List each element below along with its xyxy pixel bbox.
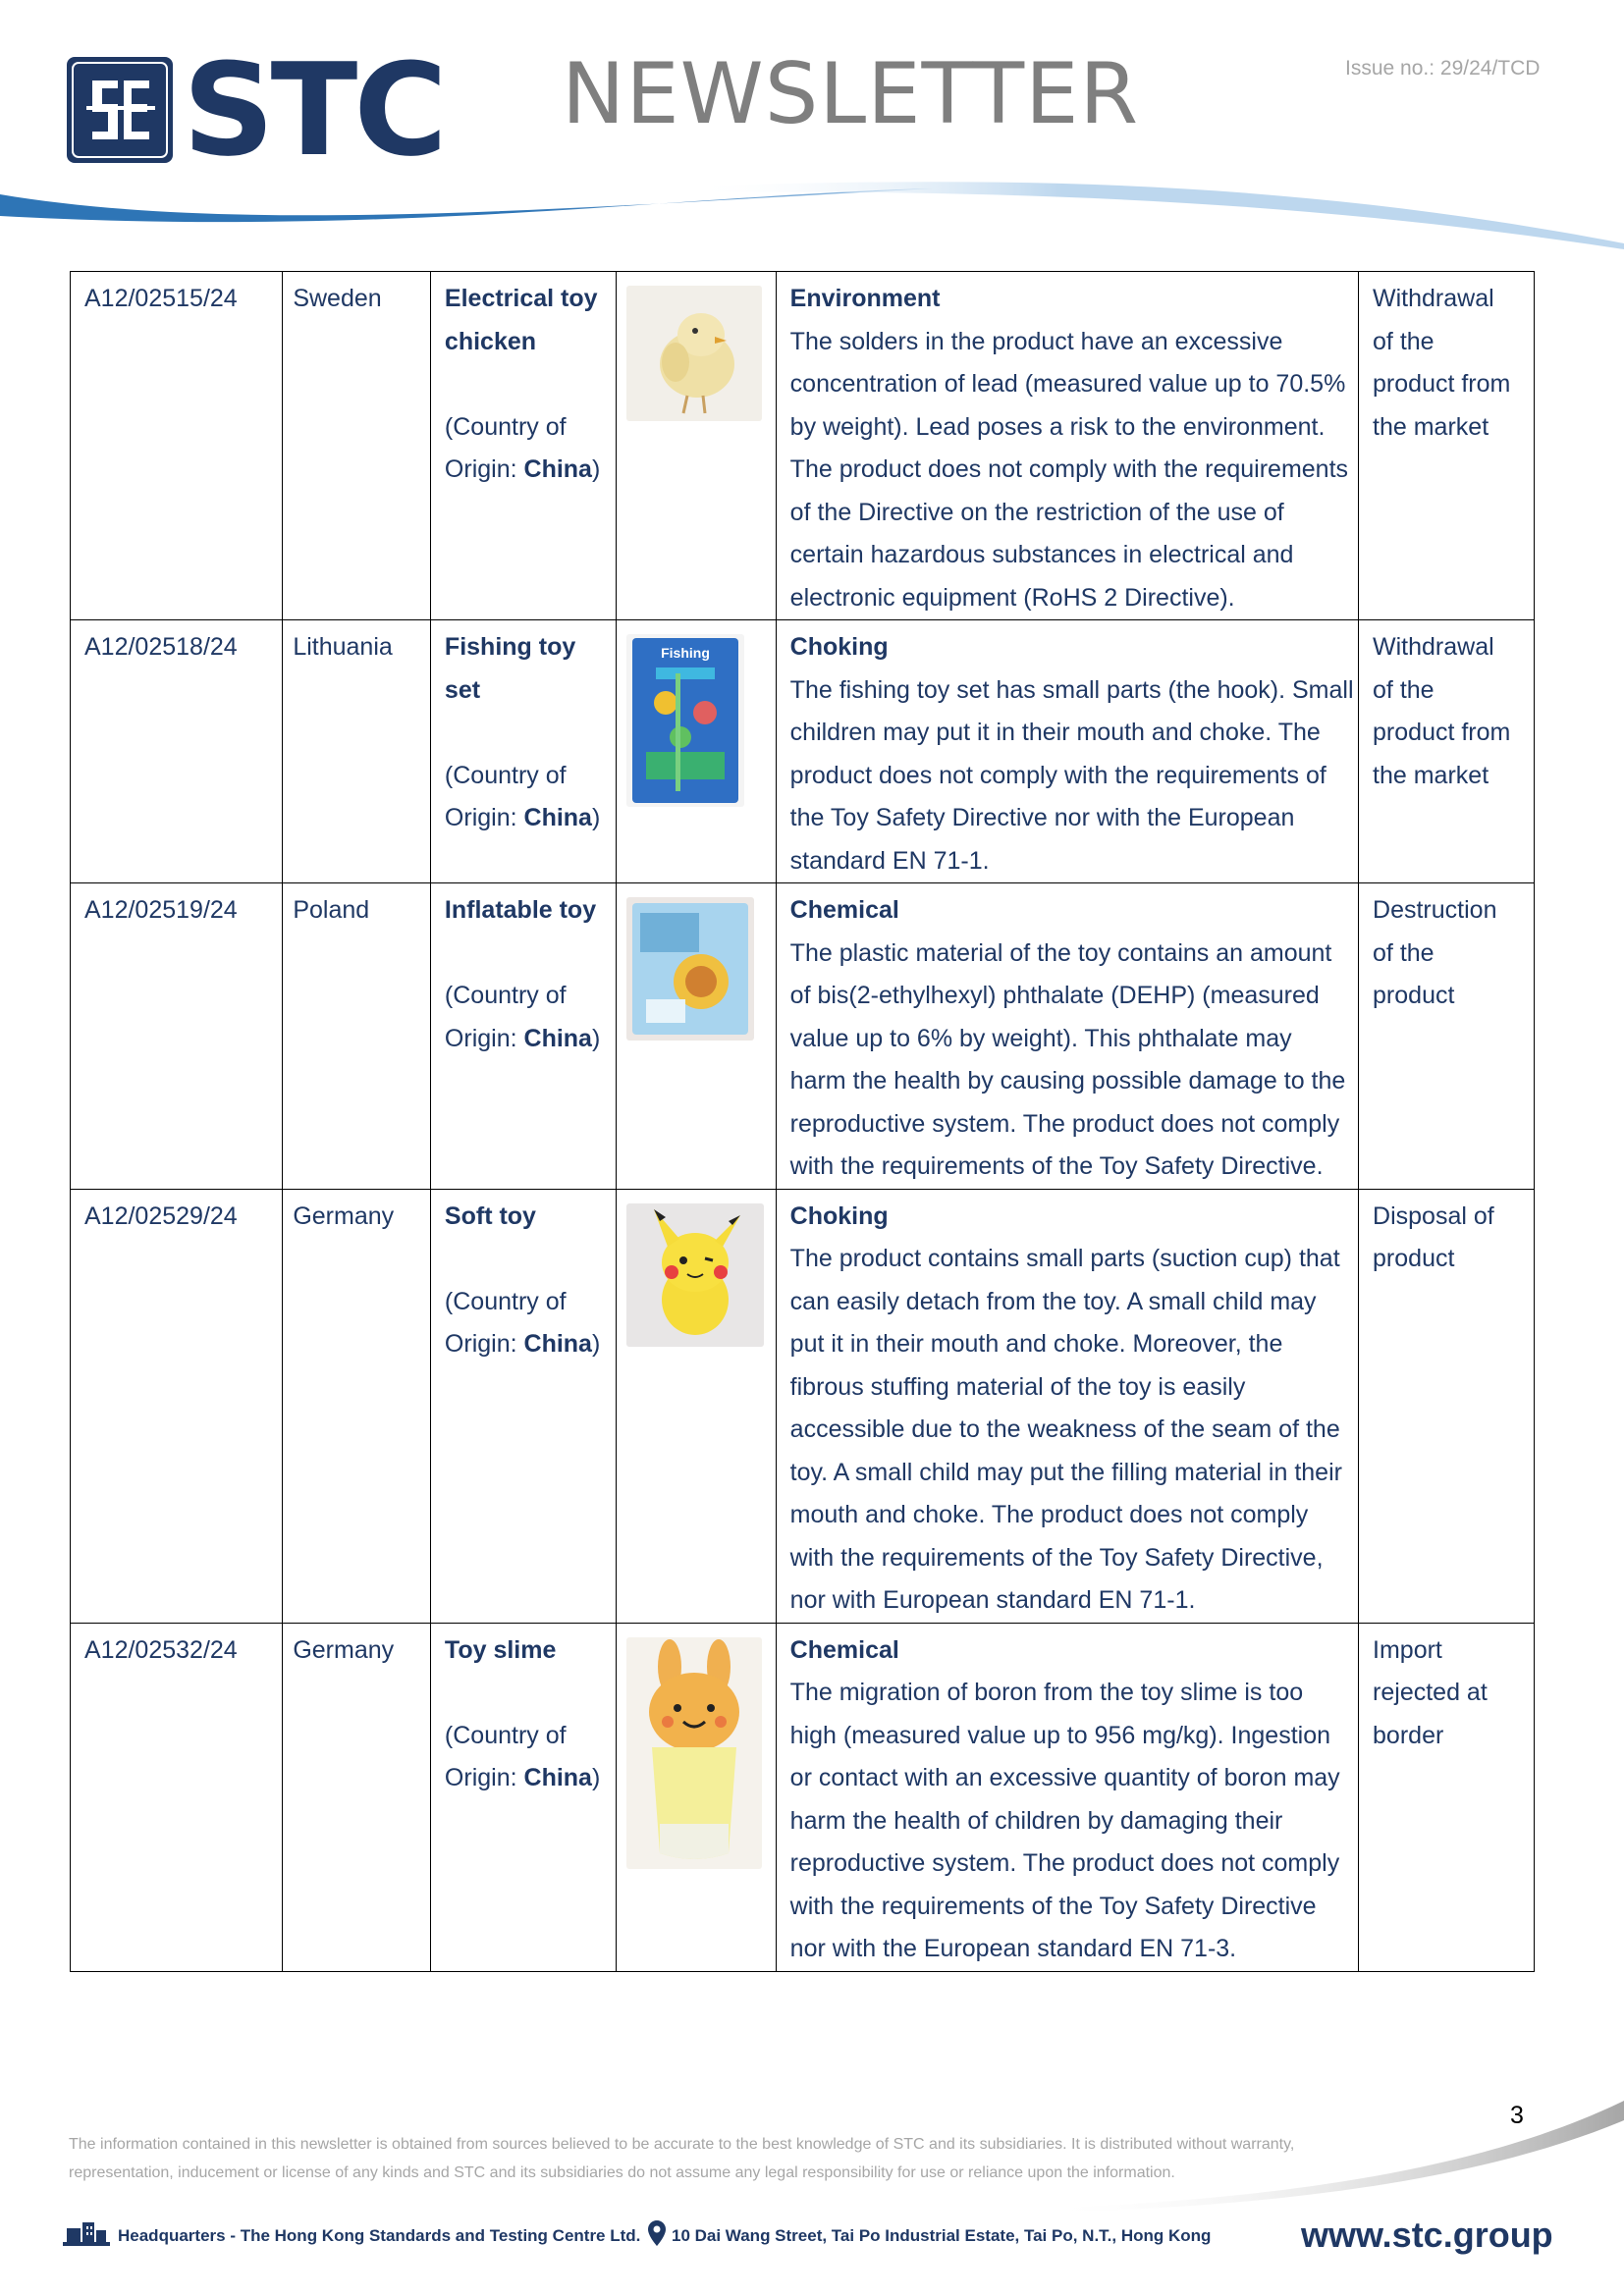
origin-suffix: ) bbox=[591, 1024, 601, 1052]
country-name: Poland bbox=[293, 896, 370, 924]
risk-type: Chemical bbox=[789, 1635, 899, 1664]
origin-country: China bbox=[523, 1330, 592, 1358]
measure-taken: Withdrawal of the product from the market bbox=[1373, 285, 1511, 441]
page-number: 3 bbox=[1510, 2102, 1524, 2129]
origin-country: China bbox=[523, 804, 592, 831]
risk-cell bbox=[776, 272, 1358, 620]
country-of-origin bbox=[445, 755, 602, 840]
country-name: Germany bbox=[293, 1201, 395, 1230]
country-name: Lithuania bbox=[293, 633, 393, 661]
issue-number: Issue no.: 29/24/TCD bbox=[1345, 57, 1541, 80]
country-of-origin bbox=[445, 1715, 602, 1800]
table-row bbox=[71, 1623, 1535, 1971]
measure-taken: Destruction of the product bbox=[1373, 896, 1497, 1009]
measure-cell bbox=[1359, 1623, 1535, 1971]
country-cell bbox=[283, 883, 431, 1190]
reference-number: A12/02529/24 bbox=[84, 1201, 238, 1230]
reference-number: A12/02532/24 bbox=[84, 1635, 238, 1664]
spacer bbox=[445, 933, 602, 976]
table-row bbox=[71, 883, 1535, 1190]
product-image-cell bbox=[616, 620, 776, 883]
risk-cell bbox=[776, 1189, 1358, 1623]
product-image-cell bbox=[616, 883, 776, 1190]
reference-cell bbox=[71, 1189, 283, 1623]
risk-type: Chemical bbox=[789, 896, 899, 924]
risk-description: The solders in the product have an excessive concentration of lead (measured value up to 70.5% by weight). Lead poses a risk to the environment. The product does not comply with the requirements of the Directive on the restriction of the use of certain hazardous substances in electrical and electronic equipment (RoHS 2 Directive). bbox=[789, 327, 1349, 612]
country-cell bbox=[283, 620, 431, 883]
inflatable-toy-photo bbox=[626, 897, 766, 1041]
product-name: Inflatable toy bbox=[444, 896, 597, 924]
origin-country: China bbox=[523, 455, 592, 483]
measure-cell bbox=[1359, 883, 1535, 1190]
stc-logo bbox=[67, 35, 444, 185]
product-name: Electrical toy chicken bbox=[444, 285, 598, 355]
recall-table bbox=[70, 271, 1535, 1972]
product-name: Soft toy bbox=[444, 1201, 536, 1230]
newsletter-title: NEWSLETTER bbox=[562, 45, 1140, 143]
risk-type: Choking bbox=[789, 633, 889, 661]
origin-prefix: (Country of Origin: bbox=[444, 1287, 567, 1358]
product-cell bbox=[430, 272, 616, 620]
product-cell bbox=[430, 883, 616, 1190]
origin-country: China bbox=[523, 1024, 592, 1052]
country-cell bbox=[283, 272, 431, 620]
origin-suffix: ) bbox=[591, 1330, 601, 1358]
reference-number: A12/02518/24 bbox=[84, 633, 238, 661]
measure-taken: Import rejected at border bbox=[1373, 1635, 1488, 1749]
table-row bbox=[71, 620, 1535, 883]
origin-suffix: ) bbox=[591, 455, 601, 483]
reference-number: A12/02519/24 bbox=[84, 896, 238, 924]
measure-taken: Disposal of product bbox=[1373, 1201, 1494, 1272]
product-image-cell bbox=[616, 1189, 776, 1623]
toy-chicken-photo bbox=[626, 286, 766, 421]
measure-cell bbox=[1359, 272, 1535, 620]
country-cell bbox=[283, 1623, 431, 1971]
headquarters-line bbox=[63, 2220, 640, 2251]
risk-description: The plastic material of the toy contains an amount of bis(2-ethylhexyl) phthalate (DEHP) (measured value up to 6% by weight). This phthalate may harm the health by causing possible damage to the reproductive system. The product does not comply with the requirements of the Toy Safety Directive. bbox=[789, 938, 1346, 1180]
origin-prefix: (Country of Origin: bbox=[444, 1721, 567, 1791]
risk-type: Choking bbox=[789, 1201, 889, 1230]
product-image-cell bbox=[616, 272, 776, 620]
measure-cell bbox=[1359, 620, 1535, 883]
stc-logo-text: STC bbox=[183, 35, 444, 185]
origin-prefix: (Country of Origin: bbox=[444, 982, 567, 1052]
origin-country: China bbox=[523, 1764, 592, 1791]
product-name: Fishing toy set bbox=[444, 633, 576, 704]
soft-toy-photo bbox=[626, 1203, 766, 1347]
risk-cell bbox=[776, 620, 1358, 883]
product-cell bbox=[430, 620, 616, 883]
address-line bbox=[648, 2220, 1211, 2251]
country-of-origin bbox=[445, 1281, 602, 1366]
product-image-cell bbox=[616, 1623, 776, 1971]
origin-prefix: (Country of Origin: bbox=[444, 761, 567, 831]
toy-slime-photo bbox=[626, 1637, 766, 1869]
reference-cell bbox=[71, 1623, 283, 1971]
country-of-origin bbox=[445, 975, 602, 1060]
spacer bbox=[445, 1672, 602, 1715]
measure-cell bbox=[1359, 1189, 1535, 1623]
reference-number: A12/02515/24 bbox=[84, 285, 238, 312]
header-swoosh bbox=[0, 167, 1624, 255]
country-cell bbox=[283, 1189, 431, 1623]
reference-cell bbox=[71, 883, 283, 1190]
table-row bbox=[71, 1189, 1535, 1623]
country-of-origin bbox=[445, 406, 602, 492]
risk-type: Environment bbox=[789, 285, 941, 312]
spacer bbox=[445, 363, 602, 406]
svg-text:Fishing: Fishing bbox=[661, 645, 710, 661]
country-name: Sweden bbox=[293, 285, 382, 312]
reference-cell bbox=[71, 272, 283, 620]
product-name: Toy slime bbox=[444, 1635, 557, 1664]
product-cell bbox=[430, 1623, 616, 1971]
risk-cell bbox=[776, 1623, 1358, 1971]
fishing-toy-photo bbox=[626, 634, 766, 807]
page-header bbox=[0, 0, 1624, 255]
spacer bbox=[445, 712, 602, 755]
location-pin-icon bbox=[648, 2220, 666, 2251]
building-icon bbox=[63, 2220, 110, 2251]
origin-suffix: ) bbox=[591, 804, 601, 831]
measure-taken: Withdrawal of the product from the market bbox=[1373, 633, 1511, 789]
risk-description: The fishing toy set has small parts (the hook). Small children may put it in their mouth and choke. The product does not comply with the requirements of the Toy Safety Directive nor with the European standard EN 71-1. bbox=[789, 675, 1354, 875]
origin-prefix: (Country of Origin: bbox=[444, 412, 567, 483]
stc-logo-mark-icon bbox=[67, 57, 173, 163]
headquarters-text: Headquarters - The Hong Kong Standards and Testing Centre Ltd. bbox=[118, 2225, 641, 2245]
reference-cell bbox=[71, 620, 283, 883]
spacer bbox=[445, 1238, 602, 1281]
risk-cell bbox=[776, 883, 1358, 1190]
origin-suffix: ) bbox=[591, 1764, 601, 1791]
table-row bbox=[71, 272, 1535, 620]
address-text: 10 Dai Wang Street, Tai Po Industrial Estate, Tai Po, N.T., Hong Kong bbox=[672, 2225, 1212, 2245]
disclaimer: The information contained in this newsletter is obtained from sources believed to be accurate to the best knowledge of STC and its subsidiaries. It is distributed without warranty, representation, inducement or license of any kinds and STC and its subsidiaries do not assume any legal responsibility for use or reliance upon the information. bbox=[69, 2136, 1295, 2181]
risk-description: The product contains small parts (suction cup) that can easily detach from the toy. A small child may put it in their mouth and choke. Moreover, the fibrous stuffing material of the toy is easily accessible due to the weakness of the seam of the toy. A small child may put the filling material in their mouth and choke. The product does not comply with the requirements of the Toy Safety Directive, nor with European standard EN 71-1. bbox=[789, 1245, 1342, 1614]
product-cell bbox=[430, 1189, 616, 1623]
risk-description: The migration of boron from the toy slime is too high (measured value up to 956 mg/kg). Ingestion or contact with an excessive quantity of boron may harm the health of children by damaging their reproductive system. The product does not comply with the requirements of the Toy Safety Directive nor with the European standard EN 71-3. bbox=[789, 1679, 1340, 1962]
country-name: Germany bbox=[293, 1635, 395, 1664]
website-link[interactable]: www.stc.group bbox=[1301, 2215, 1553, 2255]
